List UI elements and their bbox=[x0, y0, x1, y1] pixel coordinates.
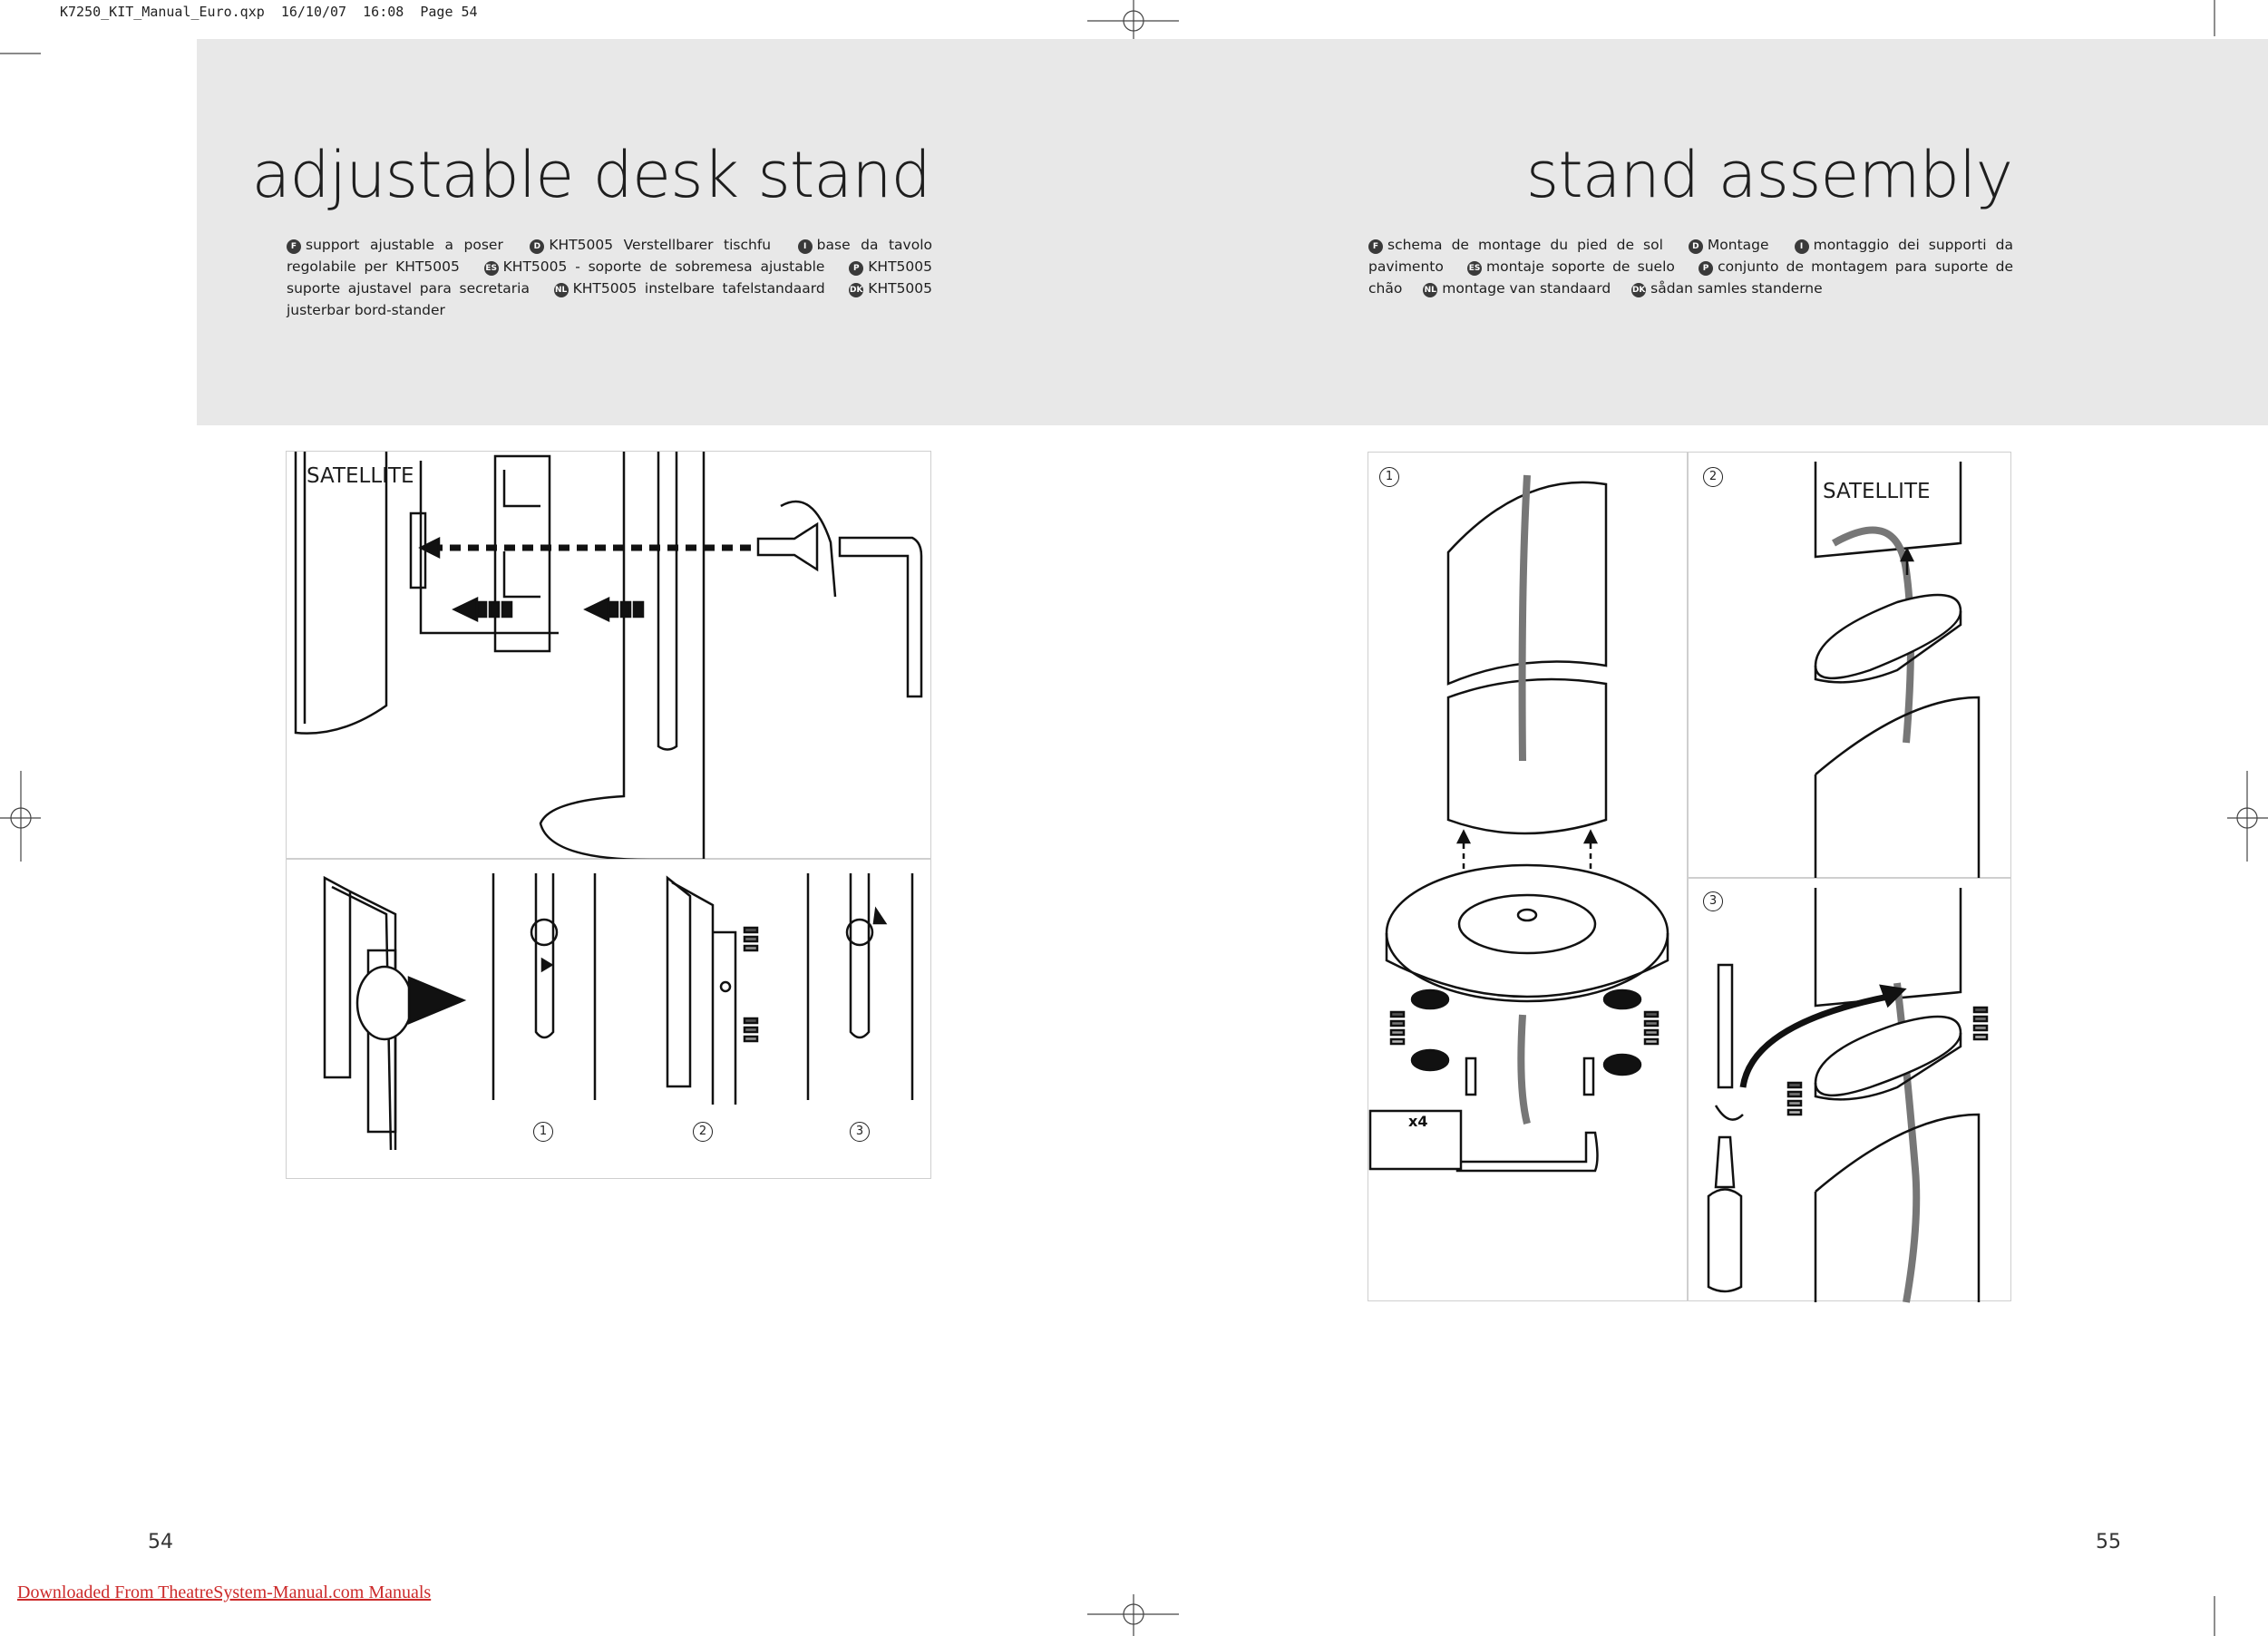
lang-badge: P bbox=[849, 261, 863, 276]
lang-badge: F bbox=[1368, 239, 1383, 254]
lang-badge: NL bbox=[554, 283, 569, 297]
lang-text: KHT5005 instelbare tafelstandaard bbox=[572, 280, 825, 297]
lang-text: KHT5005 justerbar bord-stander bbox=[287, 280, 933, 318]
satellite-label: SATELLITE bbox=[307, 464, 414, 488]
step-number-2: 2 bbox=[1703, 467, 1723, 487]
lang-text: KHT5005 Verstellbarer tischfu bbox=[549, 237, 772, 253]
desk-stand-illustration bbox=[287, 452, 932, 860]
desk-stand-figure-bottom bbox=[286, 859, 931, 1179]
stand-assembly-step1 bbox=[1368, 452, 1688, 1301]
adjustment-steps-illustration bbox=[287, 860, 932, 1180]
lang-text: KHT5005 suporte ajustavel para secretaria bbox=[287, 258, 932, 297]
lang-text: montage van standaard bbox=[1442, 280, 1611, 297]
lang-text: sådan samles standerne bbox=[1650, 280, 1823, 297]
step-number-3: 3 bbox=[850, 1122, 870, 1142]
step-number-1: 1 bbox=[533, 1122, 553, 1142]
step-number-3: 3 bbox=[1703, 891, 1723, 911]
lang-text: KHT5005 - soporte de sobremesa ajustable bbox=[502, 258, 825, 275]
lang-text: montaggio dei supporti da pavimento bbox=[1368, 237, 2013, 275]
step-number-2: 2 bbox=[693, 1122, 713, 1142]
lang-badge: I bbox=[798, 239, 813, 254]
language-list-left bbox=[287, 234, 932, 321]
lang-text: Montage bbox=[1707, 237, 1769, 253]
lang-badge: DK bbox=[1631, 283, 1646, 297]
page-number-right: 55 bbox=[2096, 1531, 2121, 1553]
lang-badge: D bbox=[530, 239, 544, 254]
lang-text: conjunto de montagem para suporte de chão bbox=[1368, 258, 2013, 297]
desk-stand-figure-top bbox=[286, 451, 931, 859]
lang-text: base da tavolo regolabile per KHT5005 bbox=[287, 237, 933, 275]
page-title-left: adjustable desk stand bbox=[251, 138, 930, 212]
floor-stand-illustration bbox=[1368, 453, 1689, 1302]
lang-text: support ajustable a poser bbox=[306, 237, 503, 253]
lang-badge: DK bbox=[849, 283, 863, 297]
language-list-right bbox=[1368, 234, 2013, 299]
lang-badge: ES bbox=[1467, 261, 1482, 276]
page-number-left: 54 bbox=[148, 1531, 173, 1553]
lang-badge: ES bbox=[484, 261, 499, 276]
lang-badge: F bbox=[287, 239, 301, 254]
satellite-label: SATELLITE bbox=[1823, 480, 1931, 503]
lang-badge: P bbox=[1699, 261, 1713, 276]
lang-text: schema de montage du pied de sol bbox=[1387, 237, 1663, 253]
stand-assembly-step3 bbox=[1688, 878, 2011, 1301]
page-title-right: stand assembly bbox=[1525, 138, 2012, 212]
header-band bbox=[197, 39, 2268, 425]
cable-routing-illustration bbox=[1689, 879, 2012, 1302]
stand-assembly-step2 bbox=[1688, 452, 2011, 878]
lang-badge: D bbox=[1689, 239, 1703, 254]
lang-badge: I bbox=[1795, 239, 1809, 254]
lang-text: montaje soporte de suelo bbox=[1486, 258, 1675, 275]
lang-badge: NL bbox=[1423, 283, 1437, 297]
quantity-label: x4 bbox=[1408, 1113, 1428, 1130]
footer-download-link[interactable]: Downloaded From TheatreSystem-Manual.com Manuals bbox=[17, 1582, 432, 1602]
step-number-1: 1 bbox=[1379, 467, 1399, 487]
satellite-mount-illustration bbox=[1689, 453, 2012, 879]
file-slug: K7250_KIT_Manual_Euro.qxp 16/10/07 16:08 Page 54 bbox=[60, 4, 478, 20]
